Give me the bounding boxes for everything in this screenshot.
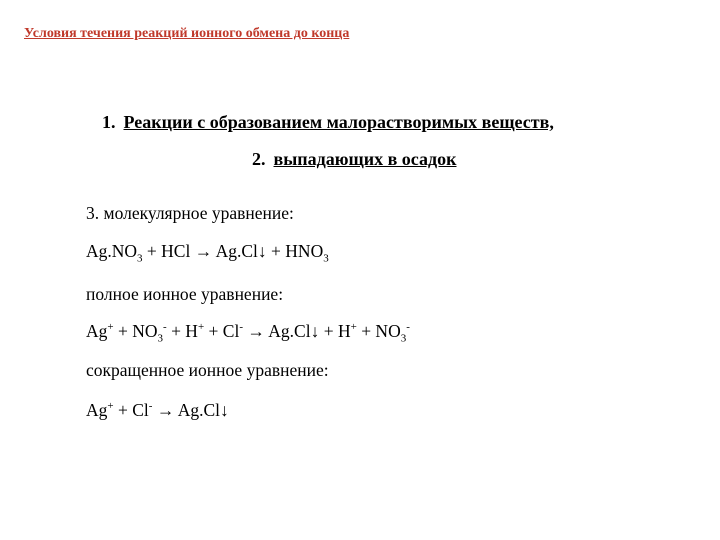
eq-superscript: + xyxy=(107,321,114,334)
eq-superscript: + xyxy=(107,400,114,413)
short-ionic-equation-label: сокращенное ионное уравнение: xyxy=(86,360,329,380)
list-item-2 xyxy=(252,149,456,170)
eq-superscript: + xyxy=(197,321,205,334)
short-ionic-equation xyxy=(86,400,229,421)
eq-part: + HCl → Ag.Cl↓ + HNO xyxy=(142,241,324,261)
molecular-equation xyxy=(86,241,329,265)
list-item-1-text: Реакции с образованием малорастворимых веществ, xyxy=(123,112,554,132)
eq-subscript: 3 xyxy=(157,332,164,345)
eq-superscript: - xyxy=(239,321,243,334)
eq-part: Ag.NO xyxy=(86,241,138,261)
eq-superscript: + xyxy=(350,321,357,334)
full-ionic-equation-label: полное ионное уравнение: xyxy=(86,284,284,304)
eq-part: + Cl xyxy=(204,321,240,341)
eq-part: + NO xyxy=(356,321,401,341)
list-item-1 xyxy=(102,112,554,133)
eq-part: + Cl xyxy=(113,400,149,420)
eq-subscript: 3 xyxy=(137,252,143,265)
molecular-equation-label: 3. молекулярное уравнение: xyxy=(86,203,294,223)
list-item-1-number: 1. xyxy=(102,112,116,132)
slide-title: Условия течения реакций ионного обмена до конца xyxy=(24,26,350,41)
eq-superscript: - xyxy=(163,321,167,334)
eq-part: Ag xyxy=(86,321,108,341)
eq-superscript: - xyxy=(148,400,153,413)
eq-subscript: 3 xyxy=(323,252,329,265)
eq-part: → Ag.Cl↓ xyxy=(152,400,229,420)
eq-superscript: - xyxy=(406,321,410,334)
eq-subscript: 3 xyxy=(400,332,407,345)
list-item-2-number: 2. xyxy=(252,149,266,169)
list-item-2-text: выпадающих в осадок xyxy=(273,149,457,169)
eq-part: + NO xyxy=(113,321,158,341)
eq-part: Ag xyxy=(86,400,108,420)
full-ionic-equation xyxy=(86,321,410,345)
eq-part: → Ag.Cl↓ + H xyxy=(243,321,351,341)
eq-part: + H xyxy=(166,321,198,341)
